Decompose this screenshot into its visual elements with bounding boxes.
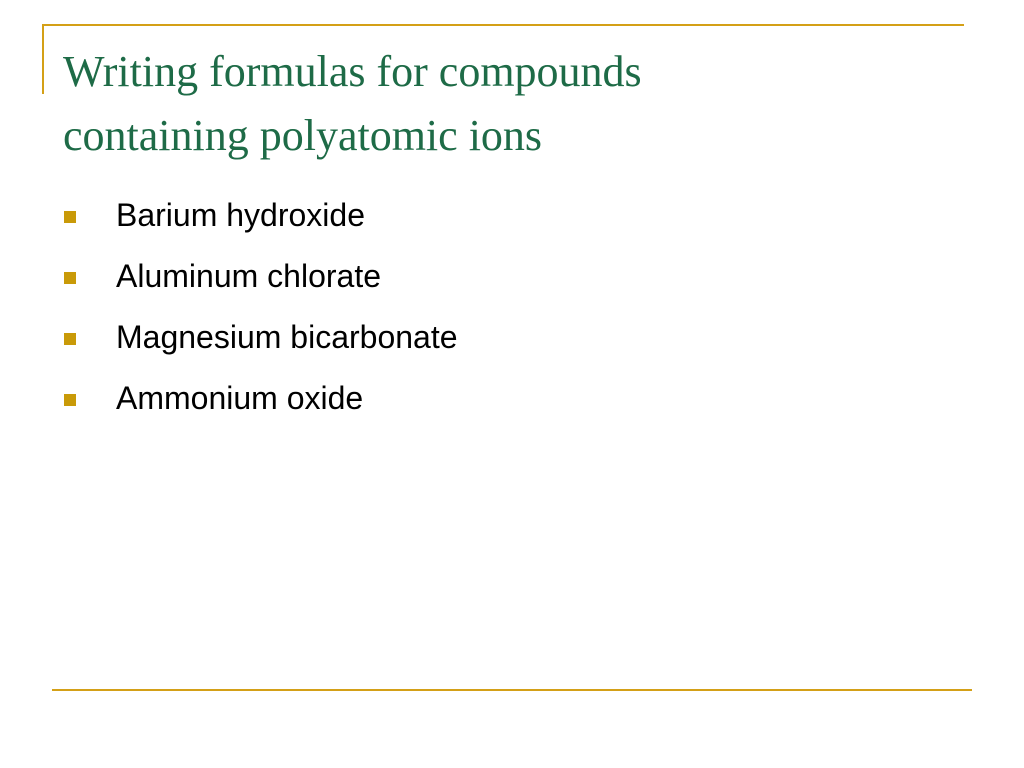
- top-accent-line: [42, 24, 964, 26]
- square-bullet-icon: [64, 272, 76, 284]
- slide-title: [63, 40, 943, 168]
- square-bullet-icon: [64, 211, 76, 223]
- bullet-text: Barium hydroxide: [116, 197, 365, 233]
- bullet-text: Ammonium oxide: [116, 380, 364, 416]
- bullet-text: Magnesium bicarbonate: [116, 319, 458, 355]
- bullet-item: [64, 185, 964, 246]
- bullet-item: [64, 307, 964, 368]
- bullet-text: Aluminum chlorate: [116, 258, 381, 294]
- square-bullet-icon: [64, 394, 76, 406]
- bullet-item: [64, 368, 964, 429]
- bottom-accent-line: [52, 689, 972, 691]
- title-line-1: Writing formulas for compounds: [63, 47, 642, 96]
- bullet-list: [64, 185, 964, 429]
- left-accent-line: [42, 24, 44, 94]
- bullet-item: [64, 246, 964, 307]
- title-line-2: containing polyatomic ions: [63, 111, 543, 160]
- square-bullet-icon: [64, 333, 76, 345]
